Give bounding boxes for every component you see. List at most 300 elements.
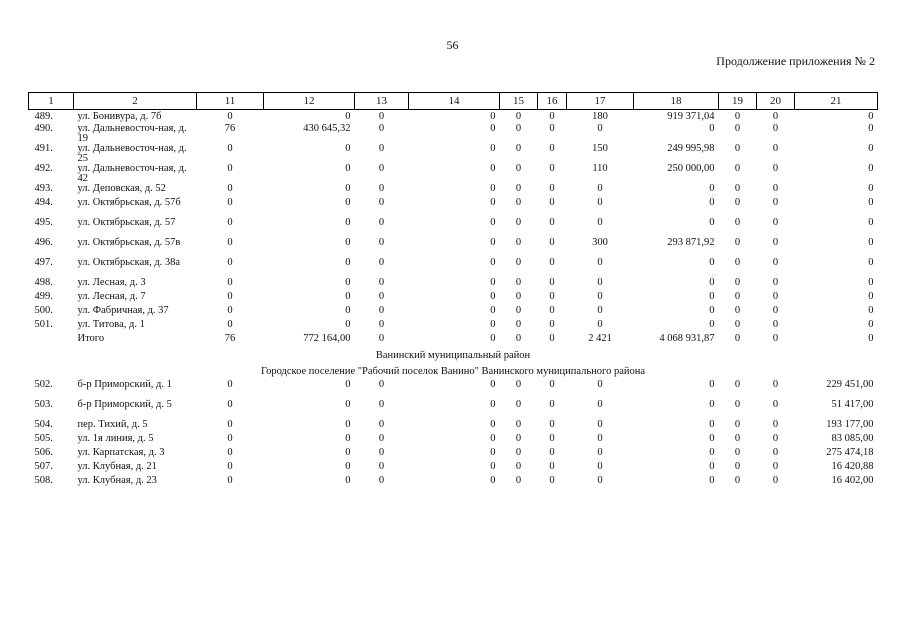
col-16-cell: 0 — [549, 319, 555, 330]
col-11-cell: 0 — [227, 399, 233, 410]
col-18-cell: 293 871,92 — [667, 237, 715, 248]
address-cell: ул. Октябрьская, д. 57 — [77, 217, 176, 228]
col-11-cell: 0 — [227, 111, 233, 122]
col-20-cell: 0 — [772, 111, 779, 122]
col-21-cell: 51 417,00 — [831, 399, 874, 410]
col-15-cell: 0 — [515, 379, 522, 390]
col-20-cell: 0 — [772, 163, 779, 174]
col-16-cell: 0 — [549, 123, 555, 134]
table-row — [29, 278, 878, 292]
col-12-cell: 0 — [345, 475, 351, 486]
col-header: 16 — [538, 93, 567, 110]
col-14-cell: 0 — [490, 291, 496, 302]
col-19-cell: 0 — [734, 399, 741, 410]
table-row — [29, 434, 878, 448]
col-15-cell: 0 — [515, 237, 522, 248]
col-13-cell: 0 — [378, 111, 385, 122]
header-row — [29, 93, 878, 110]
address-cell: ул. Бонивура, д. 7б — [77, 111, 162, 122]
col-17-cell: 0 — [597, 197, 603, 208]
col-17-cell: 2 421 — [588, 333, 612, 344]
col-12-cell: 0 — [345, 217, 351, 228]
col-18-cell: 0 — [709, 123, 715, 134]
col-12-cell: 0 — [345, 197, 351, 208]
col-19-cell: 0 — [734, 319, 741, 330]
col-20-cell: 0 — [772, 399, 779, 410]
col-11-cell: 0 — [227, 183, 233, 194]
col-19-cell: 0 — [734, 461, 741, 472]
address-cell: ул. Октябрьская, д. 57б — [77, 197, 181, 208]
col-13-cell: 0 — [378, 433, 385, 444]
col-19-cell: 0 — [734, 447, 741, 458]
table-row — [29, 420, 878, 434]
col-14-cell: 0 — [490, 433, 496, 444]
col-14-cell: 0 — [490, 475, 496, 486]
col-21-cell: 0 — [868, 143, 874, 154]
col-header: 15 — [500, 93, 538, 110]
address-cell: ул. Дальневосточ-ная, д. 42 — [77, 163, 187, 184]
col-header: 13 — [355, 93, 409, 110]
col-18-cell: 250 000,00 — [667, 163, 715, 174]
col-13-cell: 0 — [378, 447, 385, 458]
address-cell: ул. 1я линия, д. 5 — [77, 433, 154, 444]
col-12-cell: 0 — [345, 277, 351, 288]
col-19-cell: 0 — [734, 419, 741, 430]
col-18-cell: 0 — [709, 419, 715, 430]
col-13-cell: 0 — [378, 305, 385, 316]
col-17-cell: 0 — [597, 305, 603, 316]
col-13-cell: 0 — [378, 333, 385, 344]
row-number: 501. — [34, 319, 53, 330]
col-13-cell: 0 — [378, 461, 385, 472]
address-cell: ул. Лесная, д. 3 — [77, 277, 146, 288]
table-row — [29, 144, 878, 164]
col-21-cell: 0 — [868, 305, 874, 316]
col-21-cell: 0 — [868, 277, 874, 288]
row-number: 504. — [34, 419, 53, 430]
col-14-cell: 0 — [490, 447, 496, 458]
col-13-cell: 0 — [378, 197, 385, 208]
col-11-cell: 0 — [227, 305, 233, 316]
col-17-cell: 0 — [597, 461, 603, 472]
col-15-cell: 0 — [515, 183, 522, 194]
col-header: 11 — [197, 93, 264, 110]
row-number: 491. — [34, 143, 53, 154]
col-16-cell: 0 — [549, 143, 555, 154]
col-14-cell: 0 — [490, 143, 496, 154]
col-18-cell: 0 — [709, 183, 715, 194]
col-20-cell: 0 — [772, 183, 779, 194]
address-cell: ул. Клубная, д. 23 — [77, 475, 157, 486]
col-12-cell: 0 — [345, 399, 351, 410]
col-11-cell: 76 — [224, 333, 236, 344]
col-19-cell: 0 — [734, 379, 741, 390]
col-20-cell: 0 — [772, 447, 779, 458]
col-21-cell: 275 474,18 — [826, 447, 874, 458]
col-16-cell: 0 — [549, 197, 555, 208]
col-header: 17 — [567, 93, 634, 110]
col-17-cell: 0 — [597, 379, 603, 390]
col-14-cell: 0 — [490, 461, 496, 472]
col-header: 2 — [74, 93, 197, 110]
col-21-cell: 0 — [868, 163, 874, 174]
col-20-cell: 0 — [772, 379, 779, 390]
address-cell: ул. Деповская, д. 52 — [77, 183, 166, 194]
col-11-cell: 0 — [227, 419, 233, 430]
col-20-cell: 0 — [772, 333, 779, 344]
address-cell: ул. Октябрьская, д. 57в — [77, 237, 181, 248]
col-13-cell: 0 — [378, 143, 385, 154]
settlement-heading: Городское поселение "Рабочий поселок Ванино" Ванинского муниципального района — [260, 366, 646, 377]
address-cell: ул. Титова, д. 1 — [77, 319, 145, 330]
col-16-cell: 0 — [549, 447, 555, 458]
col-13-cell: 0 — [378, 237, 385, 248]
col-15-cell: 0 — [515, 433, 522, 444]
address-cell: пер. Тихий, д. 5 — [77, 419, 148, 430]
col-17-cell: 110 — [592, 163, 608, 174]
col-17-cell: 0 — [597, 257, 603, 268]
col-header: 14 — [409, 93, 500, 110]
col-14-cell: 0 — [490, 319, 496, 330]
col-16-cell: 0 — [549, 163, 555, 174]
row-number: 500. — [34, 305, 53, 316]
col-16-cell: 0 — [549, 379, 555, 390]
col-15-cell: 0 — [515, 123, 522, 134]
table-row — [29, 306, 878, 320]
address-cell: ул. Лесная, д. 7 — [77, 291, 146, 302]
row-number: 494. — [34, 197, 53, 208]
col-21-cell: 0 — [868, 217, 874, 228]
col-11-cell: 0 — [227, 475, 233, 486]
row-number: 499. — [34, 291, 53, 302]
row-number: 495. — [34, 217, 53, 228]
col-header: 19 — [719, 93, 757, 110]
col-11-cell: 0 — [227, 291, 233, 302]
col-17-cell: 0 — [597, 319, 603, 330]
row-number: 502. — [34, 379, 53, 390]
col-14-cell: 0 — [490, 399, 496, 410]
col-11-cell: 0 — [227, 143, 233, 154]
col-14-cell: 0 — [490, 257, 496, 268]
col-19-cell: 0 — [734, 123, 741, 134]
col-21-cell: 0 — [868, 319, 874, 330]
col-12-cell: 0 — [345, 305, 351, 316]
col-19-cell: 0 — [734, 183, 741, 194]
col-12-cell: 0 — [345, 111, 351, 122]
district-heading: Ванинский муниципальный район — [375, 350, 531, 361]
col-11-cell: 0 — [227, 163, 233, 174]
row-number — [29, 334, 74, 348]
col-14-cell: 0 — [490, 197, 496, 208]
col-17-cell: 0 — [597, 475, 603, 486]
col-21-cell: 0 — [868, 197, 874, 208]
col-11-cell: 76 — [224, 123, 236, 134]
table-row — [29, 320, 878, 334]
col-19-cell: 0 — [734, 111, 741, 122]
col-18-cell: 0 — [709, 433, 715, 444]
col-16-cell: 0 — [549, 333, 555, 344]
col-19-cell: 0 — [734, 143, 741, 154]
col-15-cell: 0 — [515, 447, 522, 458]
col-16-cell: 0 — [549, 433, 555, 444]
col-17-cell: 150 — [592, 143, 608, 154]
col-16-cell: 0 — [549, 399, 555, 410]
col-13-cell: 0 — [378, 123, 385, 134]
col-header: 18 — [634, 93, 719, 110]
col-21-cell: 0 — [868, 257, 874, 268]
col-18-cell: 0 — [709, 399, 715, 410]
col-11-cell: 0 — [227, 197, 233, 208]
col-18-cell: 0 — [709, 305, 715, 316]
col-12-cell: 0 — [345, 447, 351, 458]
col-18-cell: 0 — [709, 277, 715, 288]
col-16-cell: 0 — [549, 291, 555, 302]
section-1-body — [29, 110, 878, 349]
table-row — [29, 110, 878, 125]
col-header: 21 — [795, 93, 878, 110]
col-13-cell: 0 — [378, 379, 385, 390]
col-20-cell: 0 — [772, 237, 779, 248]
col-header: 20 — [757, 93, 795, 110]
table-row — [29, 400, 878, 420]
col-11-cell: 0 — [227, 433, 233, 444]
col-19-cell: 0 — [734, 197, 741, 208]
col-11-cell: 0 — [227, 237, 233, 248]
table-row — [29, 476, 878, 490]
col-14-cell: 0 — [490, 379, 496, 390]
col-11-cell: 0 — [227, 379, 233, 390]
row-number: 493. — [34, 183, 53, 194]
col-13-cell: 0 — [378, 475, 385, 486]
address-cell: ул. Дальневосточ-ная, д. 25 — [77, 143, 187, 164]
col-12-cell: 0 — [345, 419, 351, 430]
total-row — [29, 334, 878, 348]
col-20-cell: 0 — [772, 143, 779, 154]
heading-body — [29, 348, 878, 380]
col-14-cell: 0 — [490, 277, 496, 288]
col-15-cell: 0 — [515, 217, 522, 228]
col-20-cell: 0 — [772, 319, 779, 330]
col-19-cell: 0 — [734, 291, 741, 302]
col-20-cell: 0 — [772, 305, 779, 316]
settlement-heading-row — [29, 364, 878, 380]
col-13-cell: 0 — [378, 319, 385, 330]
col-19-cell: 0 — [734, 333, 741, 344]
address-cell: ул. Карпатская, д. 3 — [77, 447, 165, 458]
col-21-cell: 0 — [868, 123, 874, 134]
col-header: 1 — [29, 93, 74, 110]
col-20-cell: 0 — [772, 419, 779, 430]
col-20-cell: 0 — [772, 277, 779, 288]
col-17-cell: 0 — [597, 183, 603, 194]
col-18-cell: 0 — [709, 461, 715, 472]
address-cell: ул. Фабричная, д. 37 — [77, 305, 169, 316]
col-19-cell: 0 — [734, 277, 741, 288]
col-14-cell: 0 — [490, 237, 496, 248]
col-15-cell: 0 — [515, 399, 522, 410]
row-number: 503. — [34, 399, 53, 410]
col-15-cell: 0 — [515, 277, 522, 288]
col-17-cell: 0 — [597, 123, 603, 134]
col-14-cell: 0 — [490, 305, 496, 316]
col-15-cell: 0 — [515, 257, 522, 268]
table-row — [29, 292, 878, 306]
table-row — [29, 124, 878, 144]
col-17-cell: 180 — [592, 111, 608, 122]
col-15-cell: 0 — [515, 111, 522, 122]
row-number: 497. — [34, 257, 53, 268]
col-17-cell: 0 — [597, 447, 603, 458]
table-row — [29, 164, 878, 184]
col-15-cell: 0 — [515, 461, 522, 472]
col-13-cell: 0 — [378, 183, 385, 194]
col-11-cell: 0 — [227, 257, 233, 268]
address-cell: б-р Приморский, д. 5 — [77, 399, 172, 410]
col-20-cell: 0 — [772, 475, 779, 486]
col-header: 12 — [264, 93, 355, 110]
address-cell: ул. Клубная, д. 21 — [77, 461, 157, 472]
table-row — [29, 218, 878, 238]
col-12-cell: 0 — [345, 433, 351, 444]
col-17-cell: 0 — [597, 433, 603, 444]
section-2-body — [29, 380, 878, 490]
col-18-cell: 0 — [709, 319, 715, 330]
col-12-cell: 0 — [345, 291, 351, 302]
table-row — [29, 258, 878, 278]
col-12-cell: 0 — [345, 143, 351, 154]
col-18-cell: 0 — [709, 217, 715, 228]
col-19-cell: 0 — [734, 237, 741, 248]
address-cell: б-р Приморский, д. 1 — [77, 379, 172, 390]
col-20-cell: 0 — [772, 217, 779, 228]
col-12-cell: 772 164,00 — [303, 333, 351, 344]
col-16-cell: 0 — [549, 305, 555, 316]
col-18-cell: 919 371,04 — [667, 111, 715, 122]
col-12-cell: 0 — [345, 183, 351, 194]
col-12-cell: 0 — [345, 379, 351, 390]
col-16-cell: 0 — [549, 419, 555, 430]
col-14-cell: 0 — [490, 163, 496, 174]
district-heading-row — [29, 348, 878, 364]
row-number: 498. — [34, 277, 53, 288]
col-19-cell: 0 — [734, 257, 741, 268]
col-21-cell: 16 420,88 — [831, 461, 874, 472]
col-12-cell: 0 — [345, 257, 351, 268]
row-number: 506. — [34, 447, 53, 458]
col-15-cell: 0 — [515, 163, 522, 174]
col-20-cell: 0 — [772, 433, 779, 444]
col-17-cell: 0 — [597, 217, 603, 228]
col-11-cell: 0 — [227, 461, 233, 472]
col-16-cell: 0 — [549, 475, 555, 486]
col-18-cell: 0 — [709, 291, 715, 302]
col-12-cell: 0 — [345, 461, 351, 472]
col-17-cell: 0 — [597, 419, 603, 430]
col-19-cell: 0 — [734, 475, 741, 486]
col-13-cell: 0 — [378, 163, 385, 174]
col-14-cell: 0 — [490, 419, 496, 430]
col-13-cell: 0 — [378, 217, 385, 228]
col-15-cell: 0 — [515, 305, 522, 316]
col-17-cell: 0 — [597, 277, 603, 288]
col-13-cell: 0 — [378, 257, 385, 268]
col-11-cell: 0 — [227, 277, 233, 288]
row-number: 507. — [34, 461, 53, 472]
col-15-cell: 0 — [515, 197, 522, 208]
table-row — [29, 462, 878, 476]
col-11-cell: 0 — [227, 447, 233, 458]
col-21-cell: 0 — [868, 291, 874, 302]
col-21-cell: 0 — [868, 111, 874, 122]
col-18-cell: 0 — [709, 197, 715, 208]
col-18-cell: 249 995,98 — [667, 143, 715, 154]
col-18-cell: 0 — [709, 447, 715, 458]
col-20-cell: 0 — [772, 123, 779, 134]
col-20-cell: 0 — [772, 197, 779, 208]
row-number: 492. — [34, 163, 53, 174]
col-21-cell: 0 — [868, 183, 874, 194]
col-19-cell: 0 — [734, 163, 741, 174]
col-15-cell: 0 — [515, 319, 522, 330]
col-19-cell: 0 — [734, 433, 741, 444]
col-21-cell: 16 402,00 — [831, 475, 874, 486]
col-12-cell: 0 — [345, 319, 351, 330]
table-row — [29, 380, 878, 400]
address-cell: Итого — [77, 333, 105, 344]
col-15-cell: 0 — [515, 291, 522, 302]
table-row — [29, 184, 878, 198]
col-19-cell: 0 — [734, 217, 741, 228]
col-11-cell: 0 — [227, 319, 233, 330]
col-12-cell: 430 645,32 — [303, 123, 351, 134]
col-16-cell: 0 — [549, 111, 555, 122]
col-20-cell: 0 — [772, 461, 779, 472]
col-14-cell: 0 — [490, 183, 496, 194]
col-15-cell: 0 — [515, 419, 522, 430]
col-21-cell: 0 — [868, 333, 874, 344]
col-15-cell: 0 — [515, 475, 522, 486]
col-16-cell: 0 — [549, 461, 555, 472]
col-21-cell: 193 177,00 — [826, 419, 874, 430]
col-18-cell: 0 — [709, 379, 715, 390]
col-14-cell: 0 — [490, 123, 496, 134]
row-number: 508. — [34, 475, 53, 486]
col-16-cell: 0 — [549, 237, 555, 248]
col-17-cell: 0 — [597, 399, 603, 410]
col-18-cell: 0 — [709, 475, 715, 486]
col-13-cell: 0 — [378, 291, 385, 302]
col-16-cell: 0 — [549, 257, 555, 268]
col-14-cell: 0 — [490, 333, 496, 344]
data-table — [28, 92, 878, 490]
col-19-cell: 0 — [734, 305, 741, 316]
col-21-cell: 229 451,00 — [826, 379, 874, 390]
row-number: 505. — [34, 433, 53, 444]
col-13-cell: 0 — [378, 277, 385, 288]
table-row — [29, 238, 878, 258]
col-12-cell: 0 — [345, 163, 351, 174]
col-17-cell: 300 — [592, 237, 608, 248]
col-16-cell: 0 — [549, 183, 555, 194]
col-16-cell: 0 — [549, 217, 555, 228]
col-18-cell: 4 068 931,87 — [659, 333, 715, 344]
page-number: 56 — [446, 38, 459, 52]
col-16-cell: 0 — [549, 277, 555, 288]
col-13-cell: 0 — [378, 399, 385, 410]
table-row — [29, 198, 878, 218]
row-number: 496. — [34, 237, 53, 248]
table-row — [29, 448, 878, 462]
